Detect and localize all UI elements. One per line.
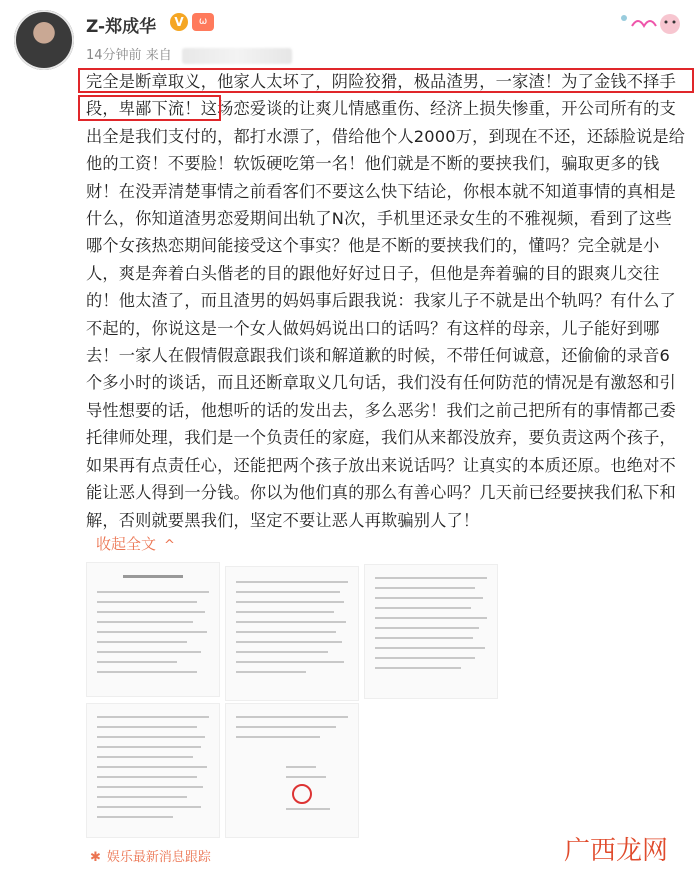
- topic-tag[interactable]: [90, 846, 211, 865]
- highlighted-text-2: 手段，卑鄙下流！: [86, 72, 676, 119]
- collapse-label: 收起全文: [96, 535, 157, 553]
- collapse-text-button[interactable]: [96, 533, 175, 554]
- post-body: [86, 68, 686, 534]
- post-time: 14分钟前: [86, 48, 142, 63]
- sparkle-icon: ✱: [90, 850, 101, 865]
- official-seal-icon: [292, 784, 312, 804]
- member-badge-icon: ω: [192, 13, 214, 31]
- attachment-grid: [86, 562, 506, 852]
- chevron-up-icon: ^: [164, 538, 175, 553]
- post-body-rest: 这场恋爱谈的让爽儿情感重伤、经济上损失惨重，开公司所有的支出全是我们支付的，都打水漂了，借给他个人2000万，到现在不还，还舔脸说是给他的工资！不要脸！软饭硬吃第一名！他们就是不断的要挟我们，骗取更多的钱财！在没弄清楚事情之前看客们不要这么快下结论，你根本就不知道事情的真相是什么，你知道渣男恋爱期间出轨了N次，手机里还录女生的不雅视频，看到了这些哪个女孩热恋期间能接受这个事实？他是不断的要挟我们的，懂吗？完全就是小人，爽是奔着白头偕老的目的跟他好好过日子，但他是奔着骗的目的跟爽儿交往的！他太渣了，而且渣男的妈妈事后跟我说：我家儿子不就是出个轨吗？有什么了不起的，你说这是一个女人做妈妈说出口的话吗？有这样的母亲，儿子能好到哪去！一家人在假情假意跟我们谈和解道歉的时候，不带任何诚意，还偷偷的录音6个多小时的谈话，而且还断章取义几句话，我们没有任何防范的情况是有激怒和引导性想要的话，他想听的话的发出去，多么恶劣！我们之前己把所有的事情都己委托律师处理，我们是一个负责任的家庭，我们从来都没放弃，要负责这两个孩子，如果再有点责任心，还能把两个孩子放出来说话吗？让真实的本质还原。也绝对不能让恶人得到一分钱。你以为他们真的那么有善心吗？几天前已经要挟我们私下和解，否则就要黑我们，坚定不要让恶人再欺骗别人了！: [86, 99, 686, 530]
- verified-badge-icon: V: [170, 13, 188, 31]
- document-thumbnail[interactable]: [86, 703, 220, 838]
- document-thumbnail[interactable]: [225, 703, 359, 838]
- document-thumbnail[interactable]: [364, 564, 498, 699]
- post-source-redacted: [182, 48, 292, 64]
- post-meta: [86, 44, 292, 64]
- document-thumbnail[interactable]: [225, 566, 359, 701]
- topic-tag-label: 娱乐最新消息跟踪: [106, 850, 211, 865]
- decoration-sticker-icon: [612, 4, 692, 44]
- avatar[interactable]: [14, 10, 74, 70]
- post-header: [0, 0, 700, 70]
- author-name[interactable]: Z-郑成华: [86, 17, 157, 37]
- post-source-prefix: 来自: [145, 48, 172, 63]
- highlighted-text-1: 完全是断章取义，他家人太坏了，阴险狡猾，极品渣男，一家渣！为了金钱不择: [86, 72, 660, 91]
- site-watermark: 广西龙网: [563, 836, 668, 866]
- highlight-box-1: [78, 68, 694, 93]
- document-thumbnail[interactable]: [86, 562, 220, 697]
- highlight-box-2: [78, 95, 221, 121]
